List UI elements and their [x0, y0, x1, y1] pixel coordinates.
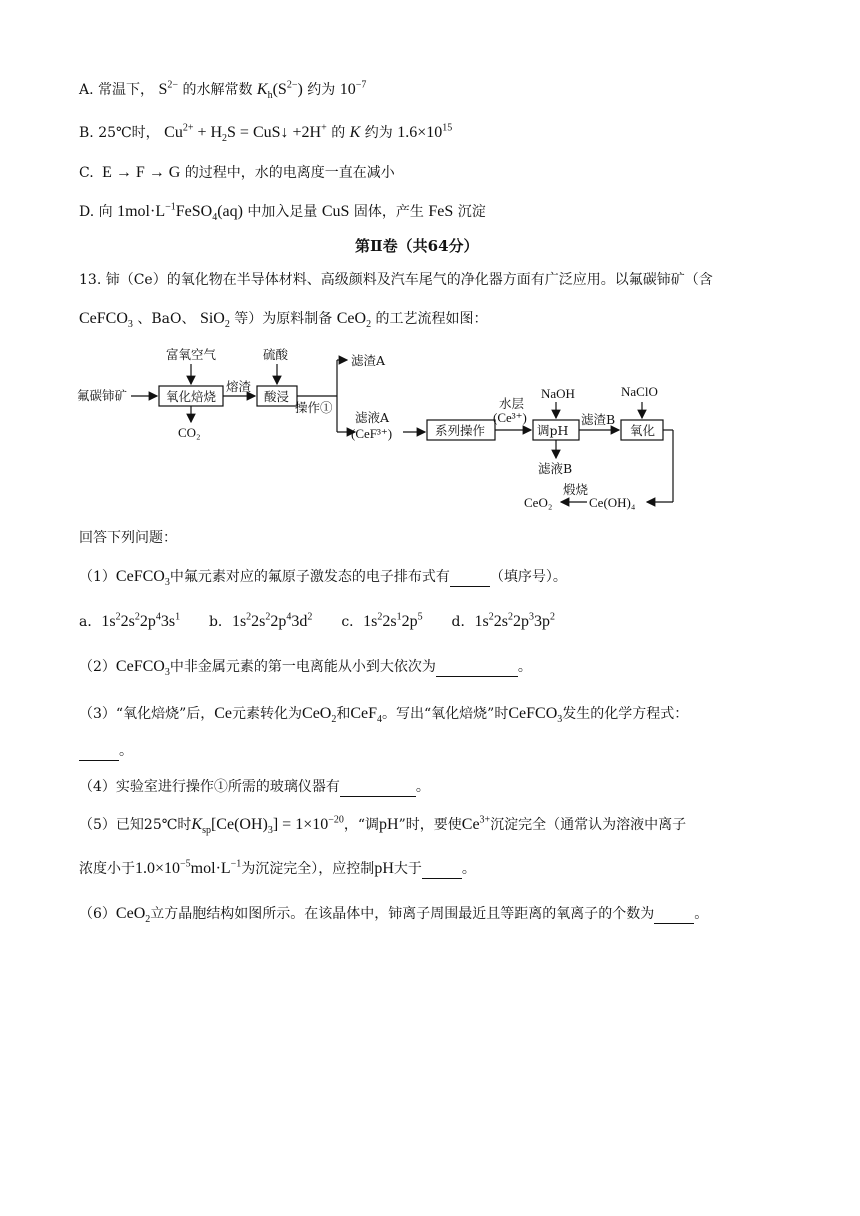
answer-blank-2[interactable] — [436, 662, 518, 677]
answer-blank-6[interactable] — [654, 909, 694, 924]
section-title: 第Ⅱ卷（共64分） — [355, 237, 479, 255]
flow-filtrate-b: 滤液B — [538, 461, 573, 476]
answer-blank-3[interactable] — [79, 746, 119, 761]
flow-oxygen-air: 富氧空气 — [166, 347, 217, 362]
q13-line1: 13. 铈（Ce）的氧化物在半导体材料、高级颜料及汽车尾气的净化器方面有广泛应用。以氟碳铈矿（含 — [79, 272, 713, 288]
flow-ceo2: CeO₂ — [524, 495, 553, 510]
answer-blank-1[interactable] — [450, 572, 490, 587]
flow-naoh: NaOH — [541, 386, 575, 401]
question-6: （6）CeO$_2$立方晶胞结构如图所示。在该晶体中，铈离子周围最近且等距离的氧离子的个数为 。 — [79, 905, 709, 926]
question-2: （2）CeFCO$_3$中非金属元素的第一电离能从小到大依次为 。 — [79, 658, 532, 679]
question-3: （3）“氧化焙烧”后，Ce元素转化为CeO$_2$和CeF$_4$。写出“氧化焙烧”时CeFCO$_3$发生的化学方程式： — [79, 705, 689, 726]
flow-filtrate-a-ion: (CeF³⁺) — [351, 426, 393, 441]
option-c: C. E → F → G 的过程中，水的电离度一直在减小 — [79, 164, 395, 181]
answer-prompt: 回答下列问题： — [79, 530, 177, 546]
flow-oxidize: 氧化 — [630, 423, 656, 438]
flow-slag: 熔渣 — [226, 379, 252, 394]
flow-sulfuric-acid: 硫酸 — [263, 347, 289, 362]
option-b: B. 25℃时， $Cu^{2+} + H_2S$ = CuS↓ +2H+ 的 K 约为 $1.6\times 10^{15}$ — [79, 122, 453, 145]
question-5: （5）已知25℃时$K_{sp}[Ce(OH)_3] = 1\times 10^{-20}$，“调pH”时，要使$Ce^{3+}$沉淀完全（通常认为溶液中离子 — [79, 814, 687, 837]
answer-blank-4[interactable] — [340, 782, 416, 797]
flow-co2: CO₂ — [178, 425, 201, 440]
flow-ceoh4: Ce(OH)₄ — [589, 495, 636, 510]
question-1: （1）CeFCO$_3$中氟元素对应的氟原子激发态的电子排布式有 （填序号）。 — [79, 568, 567, 589]
question-1-choices: a．$1s^22s^22p^43s^1$ b．$1s^22s^22p^43d^2$ c．$1s^22s^12p^5$ d．$1s^22s^22p^33p^2$ — [79, 611, 555, 630]
flow-adjust-ph: 调pH — [537, 423, 569, 438]
flow-roast: 氧化焙烧 — [166, 389, 217, 404]
question-3-answer: 。 — [79, 741, 133, 761]
flow-operation1: 操作① — [295, 400, 333, 415]
question-4: （4）实验室进行操作①所需的玻璃仪器有 。 — [79, 779, 430, 795]
question-5-cont: 浓度小于$1.0\times 10^{-5}mol\cdot L^{-1}$为沉淀完全），应控制pH大于 。 — [79, 858, 476, 877]
answer-blank-5[interactable] — [422, 864, 462, 879]
option-d: D. 向 $1mol\cdot L^{-1}FeSO_4(aq)$ 中加入足量 CuS 固体，产生 FeS 沉淀 — [79, 201, 486, 224]
option-a: A. 常温下， $S^{2-}$ 的水解常数 $K_h(S^{2-})$ 约为 $10^{-7}$ — [79, 79, 367, 102]
flow-ore: 氟碳铈矿 — [77, 388, 128, 403]
flow-naclo: NaClO — [621, 384, 658, 399]
q13-line2: CeFCO$_3$ 、BaO、 SiO$_2$ 等）为原料制备 CeO$_2$ 的工艺流程如图： — [79, 310, 488, 331]
flow-calcine: 煅烧 — [563, 482, 589, 497]
flow-residue-b: 滤渣B — [581, 412, 616, 427]
flow-filtrate-a: 滤液A — [355, 410, 390, 425]
process-flow-diagram — [75, 340, 685, 520]
flow-water-layer-ion: (Ce³⁺) — [493, 410, 527, 425]
flow-acid-leach: 酸浸 — [264, 389, 290, 404]
flow-residue-a: 滤渣A — [351, 353, 386, 368]
flow-series-op: 系列操作 — [435, 423, 486, 438]
flow-water-layer: 水层 — [499, 396, 525, 411]
